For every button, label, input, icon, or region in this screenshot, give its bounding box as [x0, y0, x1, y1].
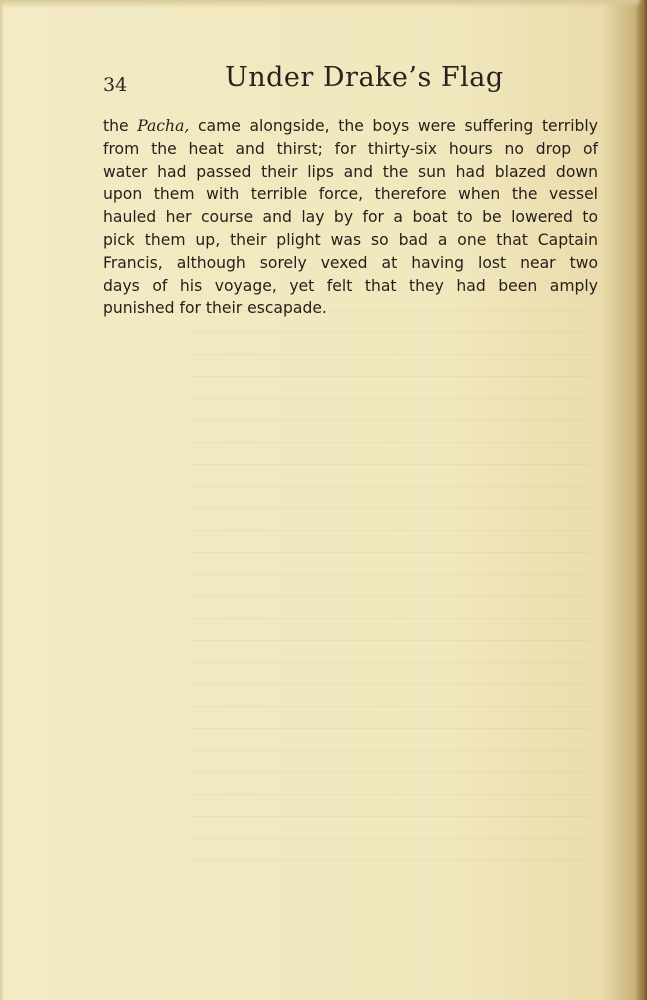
page-number: 34 [103, 74, 128, 96]
ship-name: Pacha, [137, 117, 190, 135]
text-fragment: came alongside, the boys were suffering terribly [189, 117, 598, 135]
page-top-shadow [0, 0, 647, 8]
text-line: from the heat and thirst; for thirty-six hours no drop of [103, 139, 598, 158]
text-line-last: punished for their escapade. [103, 299, 327, 318]
text-line: water had passed their lips and the sun had blazed down [103, 162, 598, 181]
body-paragraph [103, 115, 598, 320]
text-line: days of his voyage, yet felt that they had been amply [103, 276, 598, 295]
text-line: hauled her course and lay by for a boat to be lowered to [103, 208, 598, 227]
page-left-edge [0, 0, 4, 1000]
page-binding-edge [637, 0, 647, 1000]
show-through-text [190, 310, 590, 870]
text-line: pick them up, their plight was so bad a one that Captain [103, 230, 598, 249]
text-fragment: the [103, 117, 138, 135]
text-line: upon them with terrible force, therefore when the vessel [103, 185, 598, 204]
text-line [103, 115, 598, 138]
text-line: Francis, although sorely vexed at having lost near two [103, 253, 598, 272]
page-header [103, 62, 598, 102]
running-title: Under Drake’s Flag [225, 62, 504, 93]
